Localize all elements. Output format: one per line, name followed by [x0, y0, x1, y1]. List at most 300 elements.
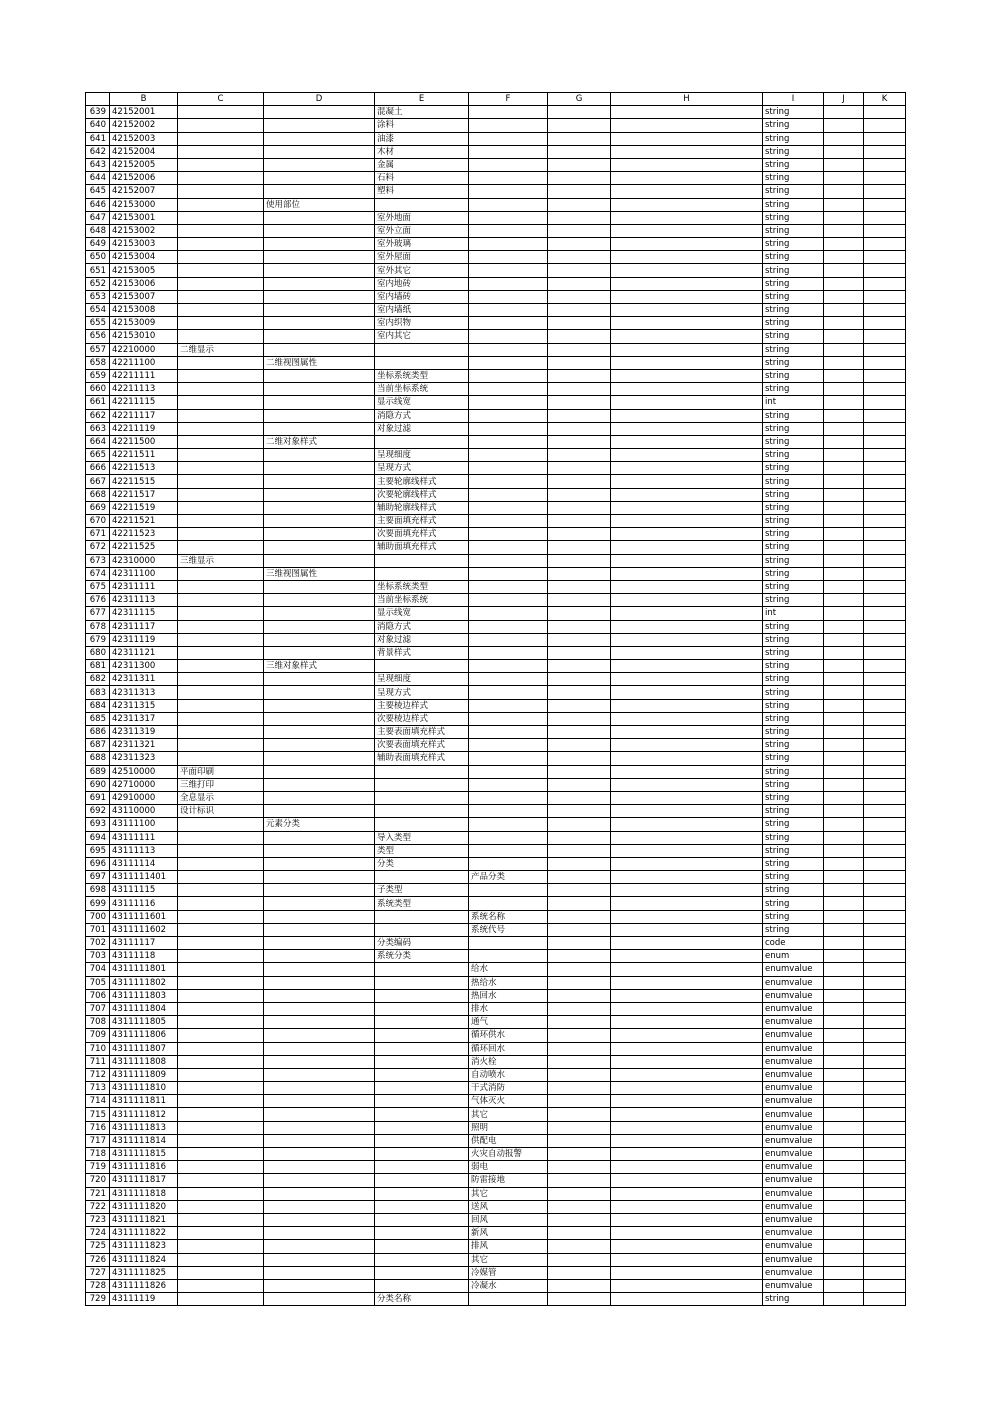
row-number[interactable]: 724: [86, 1227, 110, 1240]
table-cell[interactable]: 42211115: [110, 396, 178, 409]
table-cell[interactable]: [611, 488, 763, 501]
table-cell[interactable]: [864, 923, 906, 936]
table-cell[interactable]: [824, 435, 864, 448]
row-number[interactable]: 683: [86, 686, 110, 699]
table-cell[interactable]: string: [763, 805, 824, 818]
table-cell[interactable]: [469, 831, 548, 844]
table-cell[interactable]: [611, 356, 763, 369]
table-cell[interactable]: 4311111822: [110, 1227, 178, 1240]
table-cell[interactable]: [375, 1253, 469, 1266]
table-cell[interactable]: [469, 330, 548, 343]
table-cell[interactable]: [178, 1108, 264, 1121]
table-cell[interactable]: [548, 119, 611, 132]
table-cell[interactable]: 其它: [469, 1187, 548, 1200]
table-cell[interactable]: [375, 1068, 469, 1081]
table-cell[interactable]: [611, 818, 763, 831]
table-cell[interactable]: [864, 251, 906, 264]
table-cell[interactable]: [469, 277, 548, 290]
table-cell[interactable]: [864, 1266, 906, 1279]
table-cell[interactable]: [864, 198, 906, 211]
table-cell[interactable]: [611, 475, 763, 488]
table-cell[interactable]: 子类型: [375, 884, 469, 897]
table-cell[interactable]: [611, 765, 763, 778]
table-cell[interactable]: [824, 145, 864, 158]
table-cell[interactable]: [264, 1016, 375, 1029]
table-cell[interactable]: [824, 462, 864, 475]
row-number[interactable]: 703: [86, 950, 110, 963]
row-number[interactable]: 661: [86, 396, 110, 409]
table-cell[interactable]: [548, 1279, 611, 1292]
table-cell[interactable]: [264, 620, 375, 633]
table-cell[interactable]: [548, 976, 611, 989]
table-cell[interactable]: [611, 910, 763, 923]
table-cell[interactable]: [611, 264, 763, 277]
table-cell[interactable]: 主要面填充样式: [375, 515, 469, 528]
table-cell[interactable]: [469, 686, 548, 699]
table-cell[interactable]: enumvalue: [763, 1213, 824, 1226]
table-cell[interactable]: [264, 1227, 375, 1240]
table-cell[interactable]: [864, 501, 906, 514]
table-cell[interactable]: [178, 923, 264, 936]
table-cell[interactable]: [264, 844, 375, 857]
row-number[interactable]: 639: [86, 106, 110, 119]
table-cell[interactable]: [548, 1213, 611, 1226]
table-cell[interactable]: enumvalue: [763, 1055, 824, 1068]
table-cell[interactable]: [611, 1134, 763, 1147]
table-cell[interactable]: [178, 528, 264, 541]
table-cell[interactable]: [548, 910, 611, 923]
table-cell[interactable]: [375, 343, 469, 356]
table-cell[interactable]: 4311111811: [110, 1095, 178, 1108]
table-cell[interactable]: [469, 369, 548, 382]
table-cell[interactable]: [611, 422, 763, 435]
table-cell[interactable]: [469, 712, 548, 725]
table-cell[interactable]: 42211119: [110, 422, 178, 435]
table-cell[interactable]: [824, 132, 864, 145]
table-cell[interactable]: [469, 805, 548, 818]
table-cell[interactable]: string: [763, 158, 824, 171]
table-cell[interactable]: [375, 1187, 469, 1200]
table-cell[interactable]: [611, 594, 763, 607]
table-cell[interactable]: [469, 567, 548, 580]
table-cell[interactable]: [864, 857, 906, 870]
table-cell[interactable]: 排水: [469, 1002, 548, 1015]
table-cell[interactable]: [611, 884, 763, 897]
table-cell[interactable]: 类型: [375, 844, 469, 857]
table-cell[interactable]: 42152003: [110, 132, 178, 145]
table-cell[interactable]: [178, 1042, 264, 1055]
table-cell[interactable]: [548, 238, 611, 251]
table-cell[interactable]: 坐标系统类型: [375, 369, 469, 382]
table-cell[interactable]: 42152006: [110, 172, 178, 185]
table-cell[interactable]: [264, 646, 375, 659]
table-cell[interactable]: [264, 528, 375, 541]
table-cell[interactable]: [611, 989, 763, 1002]
table-cell[interactable]: [548, 765, 611, 778]
table-cell[interactable]: 火灾自动报警: [469, 1148, 548, 1161]
table-cell[interactable]: 系统代号: [469, 923, 548, 936]
table-cell[interactable]: [611, 1016, 763, 1029]
table-cell[interactable]: [824, 1187, 864, 1200]
table-cell[interactable]: [264, 1134, 375, 1147]
table-cell[interactable]: [824, 185, 864, 198]
table-cell[interactable]: [469, 1293, 548, 1306]
table-cell[interactable]: string: [763, 633, 824, 646]
table-cell[interactable]: 背景样式: [375, 646, 469, 659]
table-cell[interactable]: string: [763, 844, 824, 857]
table-cell[interactable]: [611, 449, 763, 462]
table-cell[interactable]: [264, 989, 375, 1002]
table-cell[interactable]: [864, 937, 906, 950]
table-cell[interactable]: 42153005: [110, 264, 178, 277]
table-cell[interactable]: [824, 897, 864, 910]
row-number[interactable]: 652: [86, 277, 110, 290]
table-cell[interactable]: [264, 1213, 375, 1226]
table-cell[interactable]: [375, 1121, 469, 1134]
table-cell[interactable]: 木材: [375, 145, 469, 158]
table-cell[interactable]: 消火栓: [469, 1055, 548, 1068]
row-number[interactable]: 653: [86, 290, 110, 303]
table-cell[interactable]: [375, 1029, 469, 1042]
table-cell[interactable]: string: [763, 198, 824, 211]
table-cell[interactable]: [611, 119, 763, 132]
table-cell[interactable]: 室外立面: [375, 224, 469, 237]
table-cell[interactable]: 4311111823: [110, 1240, 178, 1253]
table-cell[interactable]: string: [763, 317, 824, 330]
table-cell[interactable]: [548, 435, 611, 448]
table-cell[interactable]: string: [763, 765, 824, 778]
table-cell[interactable]: [469, 488, 548, 501]
table-cell[interactable]: [611, 871, 763, 884]
table-cell[interactable]: [264, 1095, 375, 1108]
table-cell[interactable]: [824, 528, 864, 541]
table-cell[interactable]: [864, 752, 906, 765]
table-cell[interactable]: [864, 330, 906, 343]
table-cell[interactable]: string: [763, 871, 824, 884]
table-cell[interactable]: [864, 963, 906, 976]
table-cell[interactable]: 42152002: [110, 119, 178, 132]
table-cell[interactable]: [864, 778, 906, 791]
table-cell[interactable]: [611, 791, 763, 804]
table-cell[interactable]: [548, 686, 611, 699]
table-cell[interactable]: [864, 172, 906, 185]
table-cell[interactable]: [264, 871, 375, 884]
table-cell[interactable]: 次要棱边样式: [375, 712, 469, 725]
table-cell[interactable]: 42153002: [110, 224, 178, 237]
table-cell[interactable]: [178, 501, 264, 514]
table-cell[interactable]: 三维对象样式: [264, 660, 375, 673]
table-cell[interactable]: [824, 475, 864, 488]
table-cell[interactable]: 4311111825: [110, 1266, 178, 1279]
table-cell[interactable]: string: [763, 343, 824, 356]
row-number[interactable]: 713: [86, 1082, 110, 1095]
row-number[interactable]: 718: [86, 1148, 110, 1161]
table-cell[interactable]: [375, 1095, 469, 1108]
table-cell[interactable]: [824, 1161, 864, 1174]
row-number[interactable]: 717: [86, 1134, 110, 1147]
table-cell[interactable]: 4311111814: [110, 1134, 178, 1147]
table-cell[interactable]: [611, 396, 763, 409]
row-number[interactable]: 704: [86, 963, 110, 976]
table-cell[interactable]: [824, 396, 864, 409]
table-cell[interactable]: [375, 1042, 469, 1055]
table-cell[interactable]: [864, 1279, 906, 1292]
table-cell[interactable]: [864, 515, 906, 528]
table-cell[interactable]: [824, 923, 864, 936]
table-cell[interactable]: 4311111602: [110, 923, 178, 936]
table-cell[interactable]: [864, 317, 906, 330]
table-cell[interactable]: 42311317: [110, 712, 178, 725]
table-cell[interactable]: [611, 1213, 763, 1226]
table-cell[interactable]: [178, 224, 264, 237]
row-number[interactable]: 663: [86, 422, 110, 435]
table-cell[interactable]: 42153004: [110, 251, 178, 264]
table-cell[interactable]: [264, 554, 375, 567]
table-cell[interactable]: [864, 765, 906, 778]
table-cell[interactable]: [548, 488, 611, 501]
table-cell[interactable]: [548, 699, 611, 712]
table-cell[interactable]: [264, 1174, 375, 1187]
table-cell[interactable]: [611, 1002, 763, 1015]
table-cell[interactable]: 43111100: [110, 818, 178, 831]
table-cell[interactable]: 42310000: [110, 554, 178, 567]
table-cell[interactable]: 供配电: [469, 1134, 548, 1147]
table-cell[interactable]: [469, 699, 548, 712]
table-cell[interactable]: [824, 1253, 864, 1266]
table-cell[interactable]: [824, 330, 864, 343]
table-cell[interactable]: 42211513: [110, 462, 178, 475]
table-cell[interactable]: [178, 1174, 264, 1187]
table-cell[interactable]: [548, 356, 611, 369]
table-cell[interactable]: [824, 712, 864, 725]
table-cell[interactable]: [548, 330, 611, 343]
table-cell[interactable]: [375, 1174, 469, 1187]
table-cell[interactable]: [178, 673, 264, 686]
table-cell[interactable]: [264, 238, 375, 251]
table-cell[interactable]: 使用部位: [264, 198, 375, 211]
table-cell[interactable]: 4311111807: [110, 1042, 178, 1055]
table-cell[interactable]: 4311111813: [110, 1121, 178, 1134]
table-cell[interactable]: [264, 515, 375, 528]
table-cell[interactable]: string: [763, 594, 824, 607]
table-cell[interactable]: [824, 1174, 864, 1187]
table-cell[interactable]: [824, 686, 864, 699]
table-cell[interactable]: 42153000: [110, 198, 178, 211]
table-cell[interactable]: [264, 1200, 375, 1213]
table-cell[interactable]: [178, 1016, 264, 1029]
table-cell[interactable]: [864, 989, 906, 1002]
table-cell[interactable]: [824, 910, 864, 923]
table-cell[interactable]: [864, 238, 906, 251]
table-cell[interactable]: [548, 211, 611, 224]
table-cell[interactable]: 热给水: [469, 976, 548, 989]
table-cell[interactable]: [824, 172, 864, 185]
table-cell[interactable]: string: [763, 251, 824, 264]
table-cell[interactable]: 室外地面: [375, 211, 469, 224]
table-cell[interactable]: [611, 1200, 763, 1213]
table-cell[interactable]: [548, 409, 611, 422]
table-cell[interactable]: [611, 501, 763, 514]
table-cell[interactable]: 42311300: [110, 660, 178, 673]
table-cell[interactable]: [548, 1148, 611, 1161]
table-cell[interactable]: [611, 251, 763, 264]
table-cell[interactable]: [548, 673, 611, 686]
table-cell[interactable]: [548, 660, 611, 673]
table-cell[interactable]: [548, 1016, 611, 1029]
table-cell[interactable]: 主要棱边样式: [375, 699, 469, 712]
table-cell[interactable]: [611, 1148, 763, 1161]
table-cell[interactable]: [264, 884, 375, 897]
column-header[interactable]: [86, 93, 110, 106]
table-cell[interactable]: [611, 238, 763, 251]
table-cell[interactable]: 4311111812: [110, 1108, 178, 1121]
table-cell[interactable]: [264, 1253, 375, 1266]
table-cell[interactable]: [469, 726, 548, 739]
table-cell[interactable]: [611, 435, 763, 448]
column-header[interactable]: I: [763, 93, 824, 106]
table-cell[interactable]: 4311111806: [110, 1029, 178, 1042]
row-number[interactable]: 651: [86, 264, 110, 277]
table-cell[interactable]: 分类编码: [375, 937, 469, 950]
table-cell[interactable]: [548, 1068, 611, 1081]
table-cell[interactable]: [548, 844, 611, 857]
table-cell[interactable]: [375, 1213, 469, 1226]
table-cell[interactable]: [611, 660, 763, 673]
table-cell[interactable]: 42311311: [110, 673, 178, 686]
row-number[interactable]: 662: [86, 409, 110, 422]
table-cell[interactable]: [264, 1161, 375, 1174]
table-cell[interactable]: [264, 1108, 375, 1121]
table-cell[interactable]: [611, 145, 763, 158]
table-cell[interactable]: [178, 646, 264, 659]
table-cell[interactable]: [469, 633, 548, 646]
table-cell[interactable]: string: [763, 356, 824, 369]
table-cell[interactable]: [548, 1161, 611, 1174]
table-cell[interactable]: [178, 1029, 264, 1042]
table-cell[interactable]: string: [763, 290, 824, 303]
table-cell[interactable]: enumvalue: [763, 976, 824, 989]
table-cell[interactable]: [469, 791, 548, 804]
table-cell[interactable]: [611, 897, 763, 910]
table-cell[interactable]: int: [763, 607, 824, 620]
table-cell[interactable]: 42211515: [110, 475, 178, 488]
table-cell[interactable]: [864, 712, 906, 725]
table-cell[interactable]: [375, 1266, 469, 1279]
row-number[interactable]: 699: [86, 897, 110, 910]
table-cell[interactable]: 42311119: [110, 633, 178, 646]
table-cell[interactable]: [548, 554, 611, 567]
table-cell[interactable]: [264, 686, 375, 699]
table-cell[interactable]: 42152005: [110, 158, 178, 171]
table-cell[interactable]: 金属: [375, 158, 469, 171]
table-cell[interactable]: [611, 290, 763, 303]
table-cell[interactable]: [178, 211, 264, 224]
table-cell[interactable]: [548, 343, 611, 356]
table-cell[interactable]: [611, 1029, 763, 1042]
table-cell[interactable]: string: [763, 409, 824, 422]
row-number[interactable]: 716: [86, 1121, 110, 1134]
table-cell[interactable]: [178, 132, 264, 145]
table-cell[interactable]: [178, 422, 264, 435]
table-cell[interactable]: string: [763, 488, 824, 501]
table-cell[interactable]: 次要面填充样式: [375, 528, 469, 541]
row-number[interactable]: 708: [86, 1016, 110, 1029]
table-cell[interactable]: string: [763, 501, 824, 514]
table-cell[interactable]: [178, 158, 264, 171]
table-cell[interactable]: [469, 580, 548, 593]
table-cell[interactable]: [864, 488, 906, 501]
table-cell[interactable]: 当前坐标系统: [375, 594, 469, 607]
table-cell[interactable]: enumvalue: [763, 1240, 824, 1253]
table-cell[interactable]: [548, 831, 611, 844]
table-cell[interactable]: 室外屋面: [375, 251, 469, 264]
table-cell[interactable]: [264, 607, 375, 620]
table-cell[interactable]: [824, 317, 864, 330]
table-cell[interactable]: [178, 264, 264, 277]
row-number[interactable]: 711: [86, 1055, 110, 1068]
table-cell[interactable]: [824, 857, 864, 870]
table-cell[interactable]: [824, 871, 864, 884]
table-cell[interactable]: [178, 1200, 264, 1213]
table-cell[interactable]: [864, 620, 906, 633]
row-number[interactable]: 647: [86, 211, 110, 224]
table-cell[interactable]: [469, 158, 548, 171]
table-cell[interactable]: 42311319: [110, 726, 178, 739]
table-cell[interactable]: 42910000: [110, 791, 178, 804]
table-cell[interactable]: [824, 1068, 864, 1081]
table-cell[interactable]: [264, 791, 375, 804]
table-cell[interactable]: [864, 594, 906, 607]
table-cell[interactable]: [864, 726, 906, 739]
table-cell[interactable]: [375, 435, 469, 448]
table-cell[interactable]: 室外玻璃: [375, 238, 469, 251]
table-cell[interactable]: [548, 198, 611, 211]
table-cell[interactable]: [548, 897, 611, 910]
table-cell[interactable]: 辅助轮廓线样式: [375, 501, 469, 514]
table-cell[interactable]: [611, 343, 763, 356]
table-cell[interactable]: [824, 831, 864, 844]
table-cell[interactable]: [375, 923, 469, 936]
row-number[interactable]: 719: [86, 1161, 110, 1174]
row-number[interactable]: 640: [86, 119, 110, 132]
table-cell[interactable]: [611, 369, 763, 382]
row-number[interactable]: 726: [86, 1253, 110, 1266]
table-cell[interactable]: 42153006: [110, 277, 178, 290]
table-cell[interactable]: [824, 1016, 864, 1029]
table-cell[interactable]: [469, 778, 548, 791]
table-cell[interactable]: [548, 541, 611, 554]
table-cell[interactable]: [264, 1293, 375, 1306]
table-cell[interactable]: [178, 356, 264, 369]
table-cell[interactable]: 43111118: [110, 950, 178, 963]
table-cell[interactable]: [375, 989, 469, 1002]
table-cell[interactable]: [548, 1095, 611, 1108]
table-cell[interactable]: [824, 567, 864, 580]
table-cell[interactable]: [548, 145, 611, 158]
table-cell[interactable]: [375, 1227, 469, 1240]
table-cell[interactable]: string: [763, 211, 824, 224]
row-number[interactable]: 689: [86, 765, 110, 778]
table-cell[interactable]: [264, 462, 375, 475]
row-number[interactable]: 720: [86, 1174, 110, 1187]
table-cell[interactable]: [611, 185, 763, 198]
table-cell[interactable]: [264, 1002, 375, 1015]
table-cell[interactable]: string: [763, 224, 824, 237]
table-cell[interactable]: [178, 435, 264, 448]
table-cell[interactable]: 其它: [469, 1108, 548, 1121]
table-cell[interactable]: 42311313: [110, 686, 178, 699]
table-cell[interactable]: [824, 805, 864, 818]
